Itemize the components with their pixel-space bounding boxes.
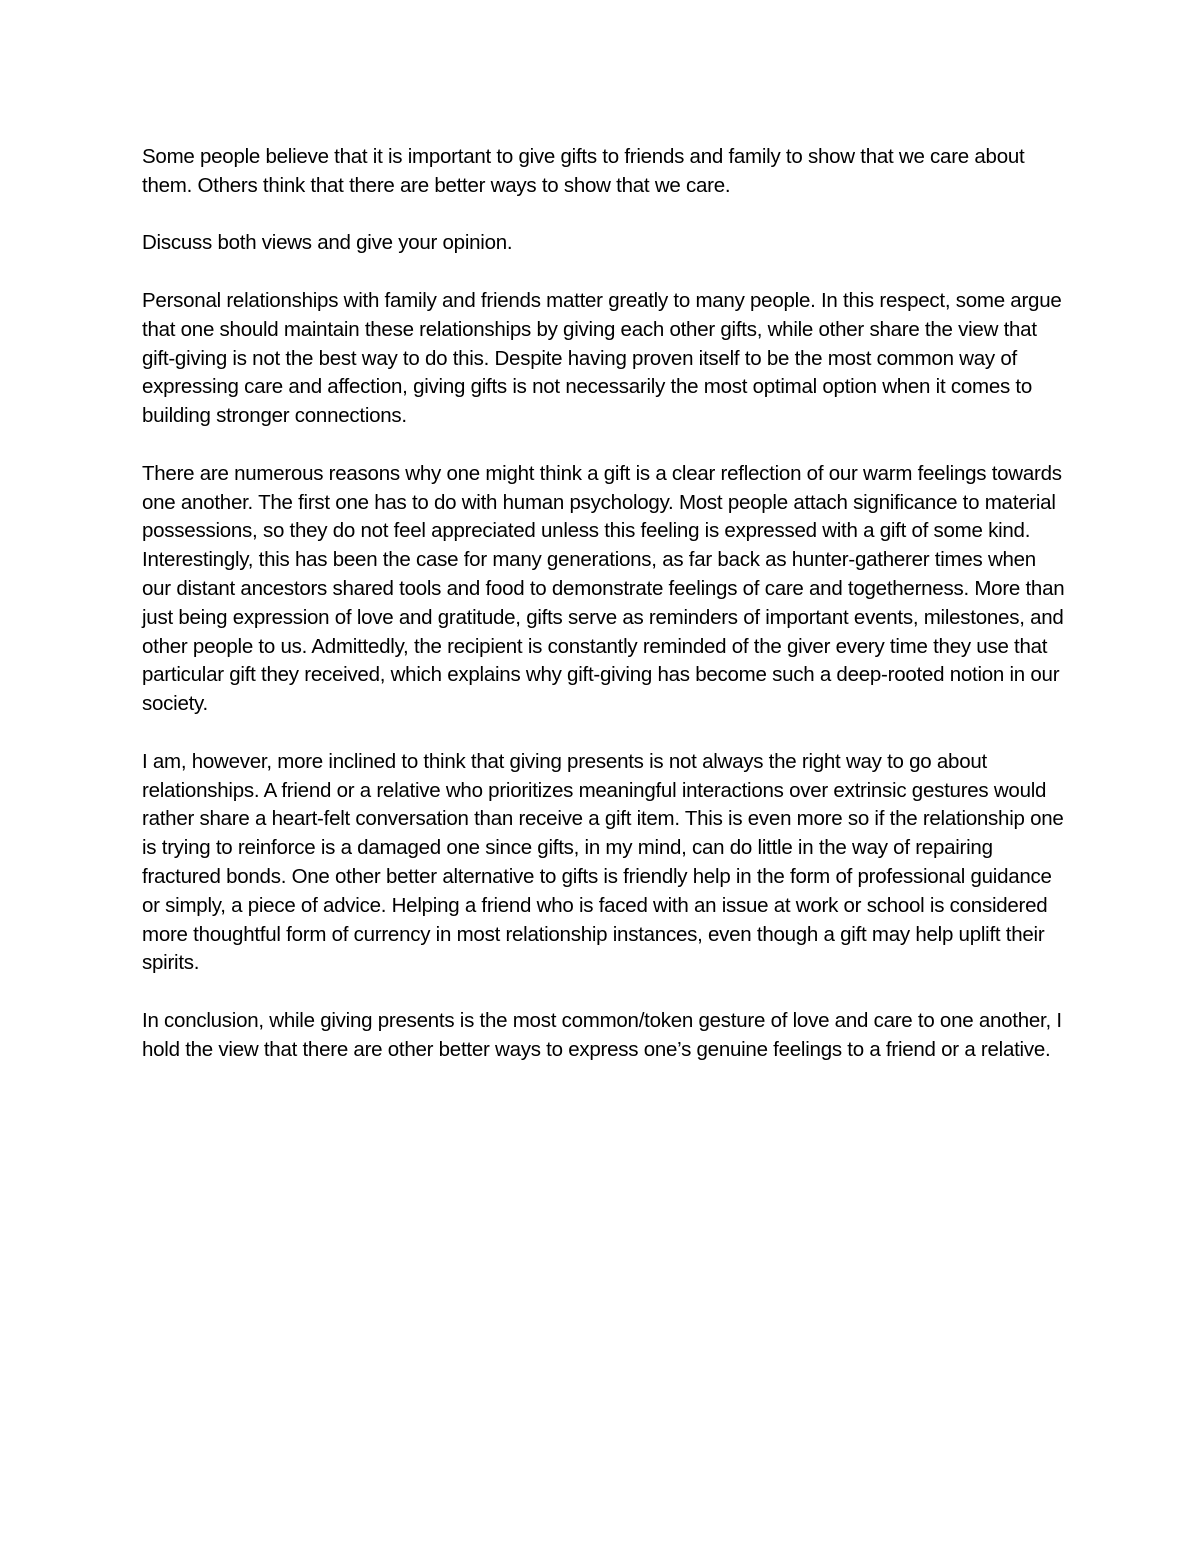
essay-prompt-paragraph: Some people believe that it is important to give gifts to friends and family to show that we care about them. Others think that there are better ways to show that we care.: [142, 145, 1025, 197]
document-body: [142, 143, 1067, 1065]
essay-instruction-paragraph: Discuss both views and give your opinion.: [142, 231, 513, 255]
conclusion-paragraph: In conclusion, while giving presents is the most common/token gesture of love and care to one another, I hold the view that there are other better ways to express one’s genuine feelings to a friend or a relative.: [142, 1008, 1062, 1061]
body-paragraph-2: I am, however, more inclined to think that giving presents is not always the right way to go about relationships. A friend or a relative who prioritizes meaningful interactions over extrinsic gestures would rather share a heart-felt conversation than receive a gift item. This is even more so if the relationship one is trying to reinforce is a damaged one since gifts, in my mind, can do little in the way of repairing fractured bonds. One other better alternative to gifts is friendly help in the form of professional guidance or simply, a piece of advice. Helping a friend who is faced with an issue at work or school is considered more thoughtful form of currency in most relationship instances, even though a gift may help uplift their spirits.: [142, 749, 1064, 975]
body-paragraph-1: There are numerous reasons why one might think a gift is a clear reflection of our warm feelings towards one another. The first one has to do with human psychology. Most people attach significance to material possessions, so they do not feel appreciated unless this feeling is expressed with a gift of some kind. Interestingly, this has been the case for many generations, as far back as hunter-gatherer times when our distant ancestors shared tools and food to demonstrate feelings of care and togetherness. More than just being expression of love and gratitude, gifts serve as reminders of important events, milestones, and other people to us. Admittedly, the recipient is constantly reminded of the giver every time they use that particular gift they received, which explains why gift-giving has become such a deep-rooted notion in our society.: [142, 461, 1065, 716]
introduction-paragraph: Personal relationships with family and friends matter greatly to many people. In this respect, some argue that one should maintain these relationships by giving each other gifts, while other share the view that gift-giving is not the best way to do this. Despite having proven itself to be the most common way of expressing care and affection, giving gifts is not necessarily the most optimal option when it comes to building stronger connections.: [142, 288, 1062, 428]
